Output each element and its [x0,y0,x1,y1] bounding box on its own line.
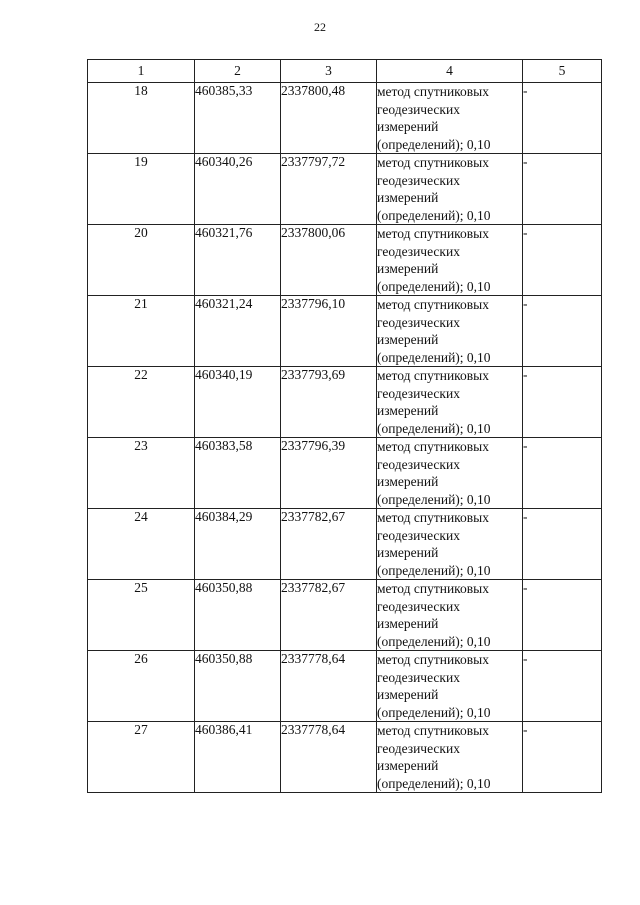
table-row [88,580,602,651]
method-text-line: метод спутниковых [377,581,489,596]
table-row [88,154,602,225]
method-text-line: метод спутниковых [377,652,489,667]
note-cell: - [523,722,602,793]
method-text-line: геодезических [377,598,460,614]
method-cell [377,509,523,580]
y-coordinate-cell: 2337800,06 [281,225,377,296]
y-coordinate-cell: 2337778,64 [281,651,377,722]
method-cell [377,225,523,296]
point-number-cell: 23 [88,438,195,509]
method-text-line: (определений); 0,10 [377,633,491,649]
method-text-line: метод спутниковых [377,297,489,312]
method-text-line: геодезических [377,456,460,472]
coordinates-table [87,59,602,793]
method-cell [377,83,523,154]
point-number-cell: 22 [88,367,195,438]
page-number: 22 [314,20,326,34]
method-text-line: измерений [377,474,439,489]
note-cell: - [523,83,602,154]
column-header: 3 [281,60,377,83]
method-cell [377,722,523,793]
table-row [88,651,602,722]
method-cell [377,580,523,651]
method-text-line: (определений); 0,10 [377,775,491,791]
note-cell: - [523,296,602,367]
point-number-cell: 26 [88,651,195,722]
note-cell: - [523,225,602,296]
column-header: 2 [195,60,281,83]
table-row [88,438,602,509]
method-text-line: (определений); 0,10 [377,420,491,436]
method-text-line: измерений [377,403,439,418]
method-text-line: измерений [377,190,439,205]
y-coordinate-cell: 2337796,10 [281,296,377,367]
y-coordinate-cell: 2337782,67 [281,580,377,651]
table-header-row [88,60,602,83]
note-cell: - [523,367,602,438]
point-number-cell: 25 [88,580,195,651]
method-text-line: геодезических [377,101,460,117]
method-text-line: измерений [377,545,439,560]
method-text-line: геодезических [377,243,460,259]
method-text-line: метод спутниковых [377,155,489,170]
table-row [88,225,602,296]
point-number-cell: 27 [88,722,195,793]
method-text-line: (определений); 0,10 [377,562,491,578]
y-coordinate-cell: 2337796,39 [281,438,377,509]
method-text-line: измерений [377,332,439,347]
method-cell [377,367,523,438]
method-text-line: измерений [377,119,439,134]
method-text-line: метод спутниковых [377,723,489,738]
method-text-line: (определений); 0,10 [377,349,491,365]
table-body [88,83,602,793]
method-text-line: измерений [377,616,439,631]
method-text-line: (определений); 0,10 [377,704,491,720]
table-row [88,722,602,793]
method-text-line: метод спутниковых [377,368,489,383]
method-cell [377,154,523,225]
method-text-line: геодезических [377,527,460,543]
x-coordinate-cell: 460321,76 [195,225,281,296]
column-header: 1 [88,60,195,83]
method-cell [377,651,523,722]
table-row [88,296,602,367]
table-row [88,83,602,154]
method-text-line: метод спутниковых [377,226,489,241]
x-coordinate-cell: 460350,88 [195,580,281,651]
method-text-line: (определений); 0,10 [377,278,491,294]
x-coordinate-cell: 460385,33 [195,83,281,154]
note-cell: - [523,438,602,509]
column-header: 4 [377,60,523,83]
method-text-line: (определений); 0,10 [377,207,491,223]
column-header: 5 [523,60,602,83]
x-coordinate-cell: 460383,58 [195,438,281,509]
x-coordinate-cell: 460386,41 [195,722,281,793]
x-coordinate-cell: 460321,24 [195,296,281,367]
table-row [88,509,602,580]
method-text-line: метод спутниковых [377,439,489,454]
x-coordinate-cell: 460350,88 [195,651,281,722]
point-number-cell: 19 [88,154,195,225]
y-coordinate-cell: 2337800,48 [281,83,377,154]
point-number-cell: 24 [88,509,195,580]
y-coordinate-cell: 2337782,67 [281,509,377,580]
point-number-cell: 20 [88,225,195,296]
method-cell [377,296,523,367]
method-text-line: измерений [377,687,439,702]
method-text-line: геодезических [377,740,460,756]
y-coordinate-cell: 2337797,72 [281,154,377,225]
method-text-line: метод спутниковых [377,84,489,99]
method-text-line: геодезических [377,314,460,330]
note-cell: - [523,154,602,225]
method-text-line: геодезических [377,172,460,188]
y-coordinate-cell: 2337778,64 [281,722,377,793]
point-number-cell: 18 [88,83,195,154]
point-number-cell: 21 [88,296,195,367]
x-coordinate-cell: 460384,29 [195,509,281,580]
method-text-line: (определений); 0,10 [377,491,491,507]
method-text-line: геодезических [377,385,460,401]
note-cell: - [523,580,602,651]
note-cell: - [523,509,602,580]
x-coordinate-cell: 460340,26 [195,154,281,225]
method-text-line: измерений [377,261,439,276]
method-text-line: метод спутниковых [377,510,489,525]
y-coordinate-cell: 2337793,69 [281,367,377,438]
table-row [88,367,602,438]
method-text-line: измерений [377,758,439,773]
method-text-line: (определений); 0,10 [377,136,491,152]
note-cell: - [523,651,602,722]
method-cell [377,438,523,509]
x-coordinate-cell: 460340,19 [195,367,281,438]
method-text-line: геодезических [377,669,460,685]
